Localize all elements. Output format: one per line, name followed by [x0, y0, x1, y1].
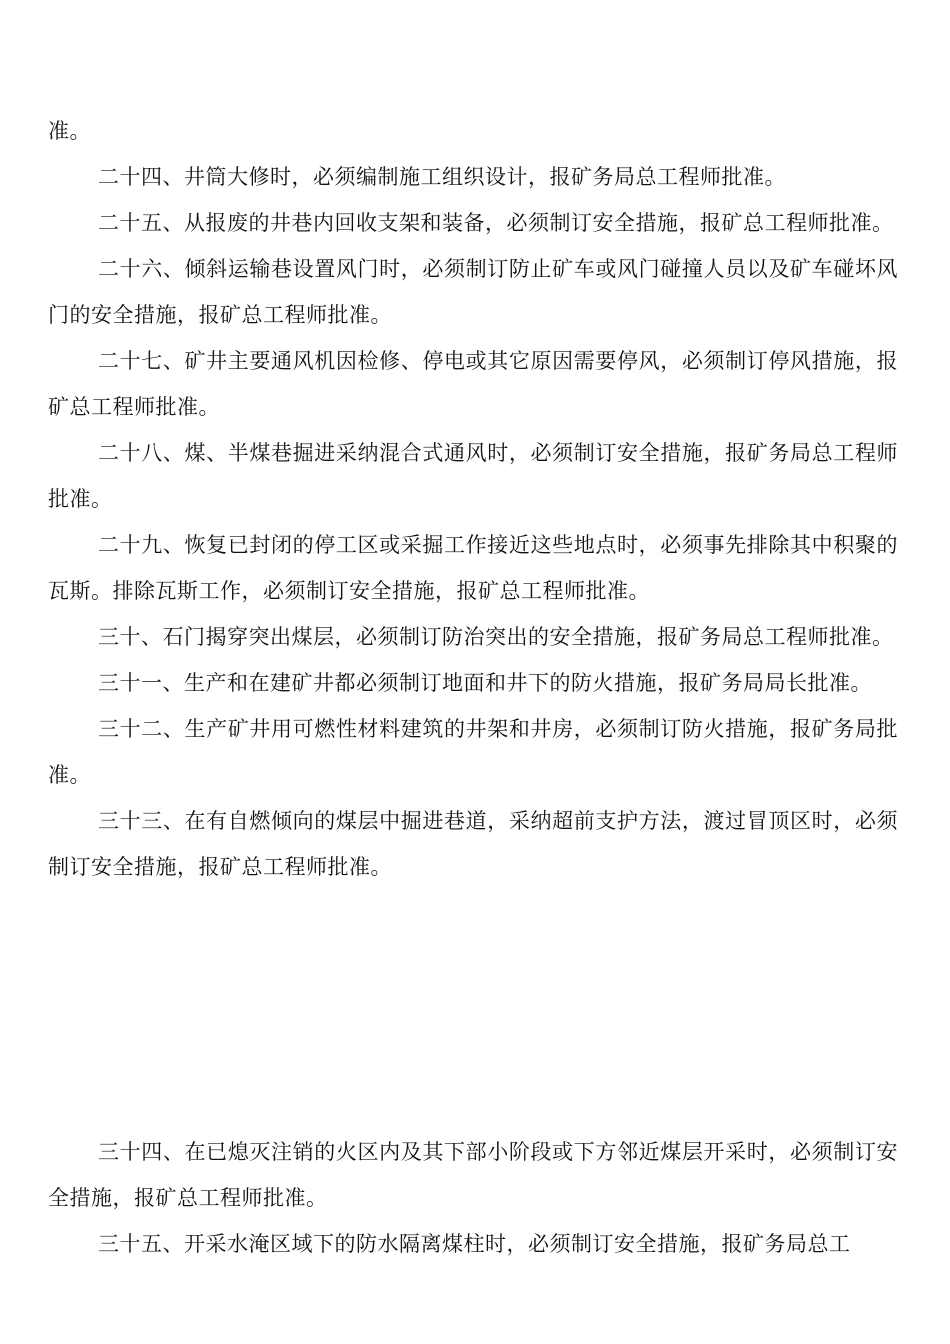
paragraph-item-29: 二十九、恢复已封闭的停工区或采掘工作接近这些地点时，必须事先排除其中积聚的瓦斯。排除瓦斯工作，必须制订安全措施，报矿总工程师批准。 — [48, 533, 898, 603]
document-body-bottom — [48, 1129, 898, 1267]
document-body-top — [48, 108, 898, 890]
paragraph-item-24: 二十四、井筒大修时，必须编制施工组织设计，报矿务局总工程师批准。 — [98, 165, 786, 189]
paragraph-item-33: 三十三、在有自燃倾向的煤层中掘进巷道，采纳超前支护方法，渡过冒顶区时，必须制订安全措施，报矿总工程师批准。 — [48, 809, 898, 879]
paragraph-item-27: 二十七、矿井主要通风机因检修、停电或其它原因需要停风，必须制订停风措施，报矿总工程师批准。 — [48, 349, 898, 419]
paragraph-item-26: 二十六、倾斜运输巷设置风门时，必须制订防止矿车或风门碰撞人员以及矿车碰坏风门的安全措施，报矿总工程师批准。 — [48, 257, 898, 327]
paragraph-item-25: 二十五、从报废的井巷内回收支架和装备，必须制订安全措施，报矿总工程师批准。 — [98, 211, 894, 235]
paragraph-item-28: 二十八、煤、半煤巷掘进采纳混合式通风时，必须制订安全措施，报矿务局总工程师批准。 — [48, 441, 898, 511]
paragraph-item-35: 三十五、开采水淹区域下的防水隔离煤柱时，必须制订安全措施，报矿务局总工 — [98, 1232, 851, 1256]
paragraph-continuation: 准。 — [48, 119, 91, 143]
paragraph-item-31: 三十一、生产和在建矿井都必须制订地面和井下的防火措施，报矿务局局长批准。 — [98, 671, 872, 695]
paragraph-item-34: 三十四、在已熄灭注销的火区内及其下部小阶段或下方邻近煤层开采时，必须制订安全措施，报矿总工程师批准。 — [48, 1140, 898, 1210]
paragraph-item-32: 三十二、生产矿井用可燃性材料建筑的井架和井房，必须制订防火措施，报矿务局批准。 — [48, 717, 898, 787]
paragraph-item-30: 三十、石门揭穿突出煤层，必须制订防治突出的安全措施，报矿务局总工程师批准。 — [98, 625, 894, 649]
